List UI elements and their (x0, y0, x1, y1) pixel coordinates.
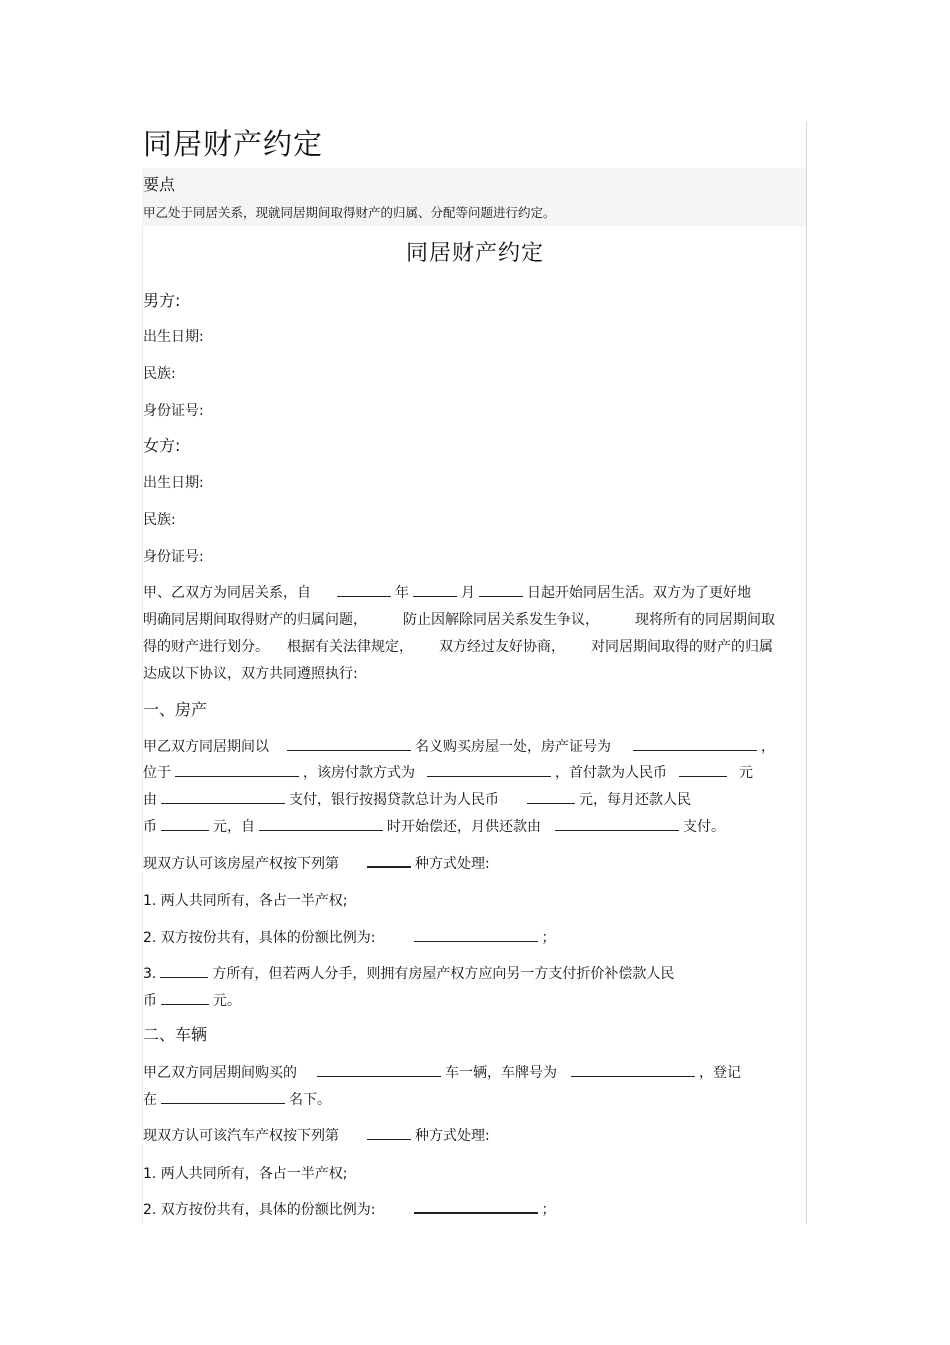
loan-total-blank (527, 802, 575, 804)
house-owner-blank (160, 976, 208, 978)
house-choose-line: 现双方认可该房屋产权按下列第 种方式处理: (143, 856, 490, 872)
car-line-1: 甲乙双方同居期间购买的 车一辆，车牌号为 ，登记 (143, 1065, 741, 1081)
start-day-blank (479, 595, 523, 597)
house-line-1: 甲乙双方同居期间以 名义购买房屋一处，房产证号为 ， (143, 739, 775, 755)
house-option-2: 2. 双方按份共有，具体的份额比例为: ； (143, 930, 556, 946)
contract-title: 同居财产约定 (405, 241, 544, 266)
intro-line-1: 甲、乙双方为同居关系，自 年 月 日起开始同居生活。双方为了更好地 (143, 585, 751, 601)
intro-line-3: 得的财产进行划分。 根据有关法律规定， 双方经过友好协商， 对同居期间取得的财产的归属 (143, 639, 773, 655)
male-id-label: 身份证号: (143, 403, 204, 419)
mortgage-payer-blank (555, 829, 679, 831)
house-share-ratio-blank (414, 940, 538, 942)
car-share-ratio-blank (414, 1211, 538, 1214)
right-border-line (806, 122, 807, 1224)
car-choose-line: 现双方认可该汽车产权按下列第 种方式处理: (143, 1128, 490, 1144)
payer-blank (161, 802, 285, 804)
plate-number-blank (571, 1075, 695, 1077)
car-model-blank (317, 1075, 441, 1077)
car-option-1: 1. 两人共同所有，各占一半产权; (143, 1166, 348, 1182)
house-heading: 一、房产 (143, 700, 208, 719)
female-id-label: 身份证号: (143, 549, 204, 565)
intro-line-2: 明确同居期间取得财产的归属问题， 防止因解除同居关系发生争议， 现将所有的同居期间取 (143, 612, 775, 628)
summary-text: 甲乙处于同居关系，现就同居期间取得财产的归属、分配等问题进行约定。 (143, 205, 556, 220)
house-line-2: 位于 ，该房付款方式为 ，首付款为人民币 元 (143, 765, 753, 781)
house-option-blank (367, 865, 411, 868)
house-line-3: 由 支付，银行按揭贷款总计为人民币 元，每月还款人民 (143, 792, 691, 808)
house-line-4: 币 元，自 时开始偿还，月供还款由 支付。 (143, 819, 725, 835)
purchase-name-blank (287, 749, 411, 751)
car-option-2: 2. 双方按份共有，具体的份额比例为: ； (143, 1202, 556, 1218)
house-option-3: 3. 方所有，但若两人分手，则拥有房屋产权方应向另一方支付折价补偿款人民 (143, 966, 675, 982)
house-compensation-blank (161, 1003, 209, 1005)
male-heading: 男方: (143, 291, 181, 310)
start-year-blank (337, 595, 391, 597)
car-option-blank (367, 1138, 411, 1140)
house-option-3-cont: 币 元。 (143, 993, 241, 1009)
male-ethnicity-label: 民族: (143, 366, 176, 382)
car-registrant-blank (161, 1102, 285, 1104)
house-option-1: 1. 两人共同所有，各占一半产权; (143, 893, 348, 909)
monthly-payment-blank (161, 829, 209, 831)
male-birth-label: 出生日期: (143, 329, 204, 345)
car-heading: 二、车辆 (143, 1025, 208, 1044)
payment-method-blank (427, 775, 551, 777)
property-cert-blank (633, 749, 757, 751)
female-ethnicity-label: 民族: (143, 512, 176, 528)
document-heading: 同居财产约定 (143, 127, 324, 161)
house-location-blank (175, 775, 299, 777)
summary-label: 要点 (143, 175, 176, 194)
repay-start-blank (259, 829, 383, 831)
start-month-blank (413, 595, 457, 597)
female-birth-label: 出生日期: (143, 475, 204, 491)
car-line-2: 在 名下。 (143, 1092, 331, 1108)
down-payment-blank (679, 775, 727, 777)
intro-line-4: 达成以下协议，双方共同遵照执行: (143, 666, 358, 682)
female-heading: 女方: (143, 436, 181, 455)
